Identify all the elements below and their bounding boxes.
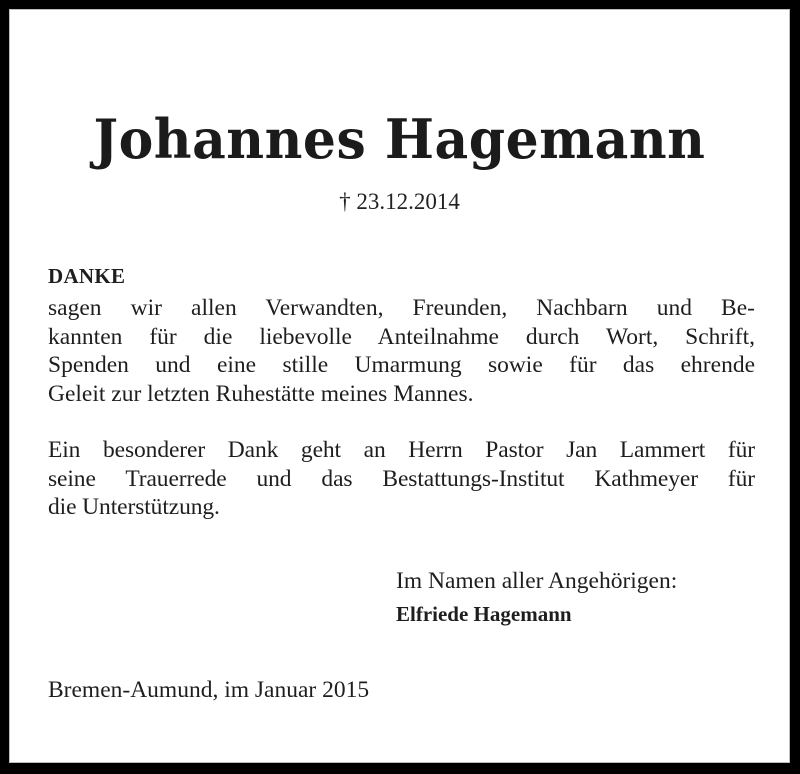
closing-label: Im Namen aller Angehörigen: [396, 568, 678, 594]
deceased-name: Johannes Hagemann [93, 107, 706, 172]
thanks-paragraph [48, 294, 755, 408]
notice-frame [9, 9, 790, 763]
death-date: † 23.12.2014 [339, 189, 460, 214]
thanks-heading: DANKE [48, 264, 126, 288]
paragraph-line: Ein besonderer Dank geht an Herrn Pastor Jan Lammert für [48, 437, 755, 463]
place-and-date: Bremen-Aumund, im Januar 2015 [48, 677, 370, 703]
paragraph-line: kannten für die liebevolle Anteilnahme durch Wort, Schrift, [48, 323, 755, 350]
paragraph-line: seine Trauerrede und das Bestattungs-Institut Kathmeyer für [48, 465, 755, 492]
paragraph-line: Spenden und eine stille Umarmung sowie für das ehrende [48, 352, 755, 378]
paragraph-line: die Unterstützung. [48, 494, 220, 520]
signatory-name: Elfriede Hagemann [396, 602, 572, 626]
special-thanks-paragraph [48, 436, 755, 522]
paragraph-line: Geleit zur letzten Ruhestätte meines Mannes. [48, 380, 474, 407]
paragraph-line: sagen wir allen Verwandten, Freunden, Nachbarn und Be- [48, 295, 755, 321]
